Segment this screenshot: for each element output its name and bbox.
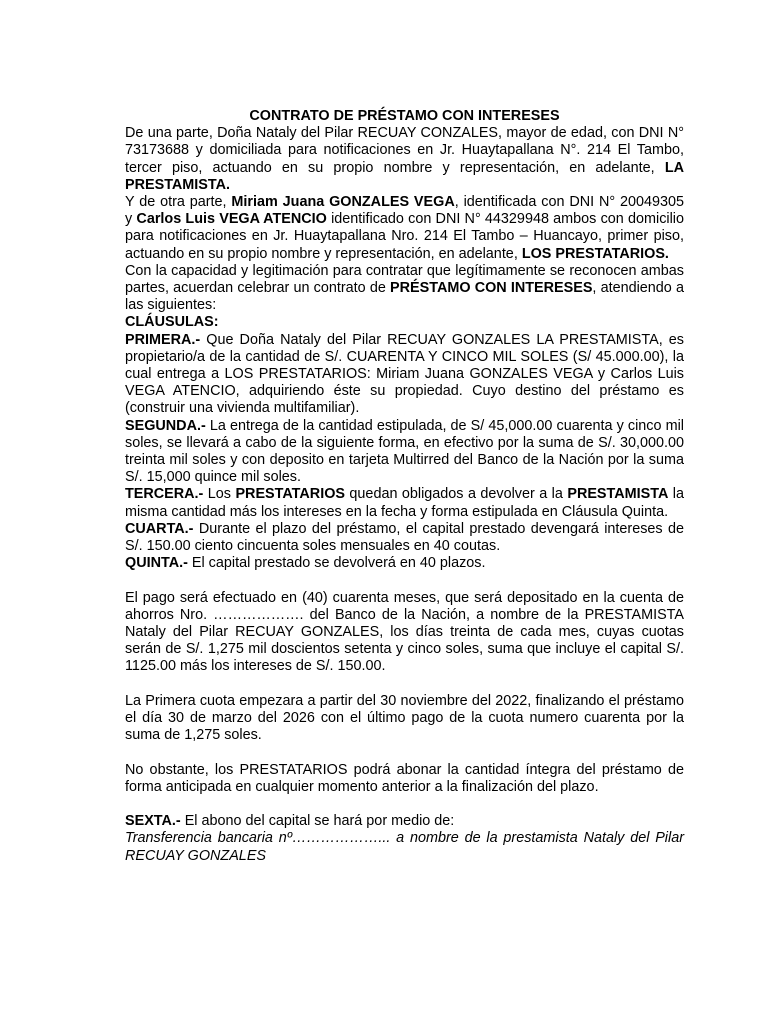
clausulas-heading (125, 314, 684, 331)
agreement-text-1: Con la capacidad y legitimación para contratar que legítimamente se reconocen ambas partes, acuerdan celebrar un contrato de (125, 262, 684, 297)
clause-cuarta-text: Durante el plazo del préstamo, el capital prestado devengará intereses de S/. 150.00 ciento cincuenta soles mensuales en 40 coutas. (125, 520, 684, 555)
contract-document (125, 108, 684, 865)
lender-label: LA PRESTAMISTA. (125, 159, 684, 193)
clause-sexta-text: El abono del capital se hará por medio de: (180, 813, 455, 830)
clausulas-heading-text: CLÁUSULAS: (125, 314, 219, 331)
clause-quinta-text: El capital prestado se devolverá en 40 plazos. (187, 555, 486, 572)
clause-tercera-text-1: Los (203, 486, 236, 503)
clause-primera-label: PRIMERA.- (125, 331, 201, 348)
clause-tercera-text-3: la misma cantidad más los intereses en la fecha y forma estipulada en Cláusula Quinta. (125, 486, 685, 520)
spacer (125, 744, 684, 761)
clause-primera-text: Que Doña Nataly del Pilar RECUAY GONZALES LA PRESTAMISTA, es propietario/a de la cantidad de S/. CUARENTA Y CINCO MIL SOLES (S/ 45.000.00), la cual entrega a LOS PRESTATARIOS: Miriam Juana GONZALES VEGA y Carlos Luis VEGA ATENCIO, adquiriendo éste su propiedad. Cuyo destino del préstamo es (construir una vivienda multifamiliar). (125, 331, 684, 417)
clause-quinta (125, 555, 684, 572)
borrower-name-1: Miriam Juana GONZALES VEGA (231, 194, 455, 211)
clause-tercera-label: TERCERA.- (125, 486, 204, 503)
contract-title: CONTRATO DE PRÉSTAMO CON INTERESES (249, 108, 560, 124)
clause-segunda-text: La entrega de la cantidad estipulada, de S/ 45,000.00 cuarenta y cinco mil soles, se llevará a cabo de la siguiente forma, en efectivo por la suma de S/. 30,000.00 treinta mil soles y con deposito en tarjeta Multirred del Banco de la Nación por la suma S/. 15,000 quince mil soles. (125, 417, 684, 486)
clause-segunda (125, 418, 684, 487)
lender-text: De una parte, Doña Nataly del Pilar RECUAY CONZALES, mayor de edad, con DNI N° 73173688 y domiciliada para notificaciones en Jr. Huaytapallana N°. 214 El Tambo, tercer piso, actuando en su propio nombre y representación, en adelante, (125, 125, 684, 176)
intro-lender-paragraph (125, 125, 684, 194)
clause-cuarta-label: CUARTA.- (125, 520, 194, 537)
borrower-name-2: Carlos Luis VEGA ATENCIO (136, 211, 327, 228)
clause-segunda-label: SEGUNDA.- (125, 417, 206, 434)
spacer (125, 572, 684, 589)
agreement-text-2: , atendiendo a las siguientes: (125, 280, 684, 314)
clause-cuarta (125, 521, 684, 555)
clause-tercera-text-2: quedan obligados a devolver a la (344, 486, 568, 503)
clause-tercera-bold-1: PRESTATARIOS (235, 486, 345, 503)
borrowers-text-2: , identificada con DNI N° 20049305 y (125, 194, 685, 228)
spacer (125, 676, 684, 693)
agreement-paragraph (125, 263, 684, 315)
clause-quinta-label: QUINTA.- (125, 555, 188, 572)
borrowers-text-3: identificado con DNI N° 44329948 ambos con domicilio para notificaciones en Jr. Huaytapallana Nro. 214 El Tambo – Huancayo, primer piso, actuando en su propio nombre y representación, en adelante, (125, 211, 684, 262)
intro-borrowers-paragraph (125, 194, 684, 263)
clause-sexta (125, 813, 684, 830)
first-installment-paragraph: La Primera cuota empezara a partir del 30 noviembre del 2022, finalizando el préstamo el día 30 de marzo del 2026 con el último pago de la cuota numero cuarenta por la suma de 1,275 soles. (125, 692, 684, 744)
early-payment-paragraph: No obstante, los PRESTATARIOS podrá abonar la cantidad íntegra del préstamo de forma anticipada en cualquier momento anterior a la finalización del plazo. (125, 761, 684, 795)
clause-tercera (125, 486, 684, 520)
agreement-contract-type: PRÉSTAMO CON INTERESES (390, 280, 593, 297)
bank-transfer-line (125, 830, 684, 864)
spacer (125, 796, 684, 813)
borrowers-label: LOS PRESTATARIOS. (521, 245, 669, 262)
bank-transfer-text: Transferencia bancaria nº………………... a nombre de la prestamista Nataly del Pilar RECUAY GONZALES (125, 830, 684, 864)
payment-paragraph: El pago será efectuado en (40) cuarenta meses, que será depositado en la cuenta de ahorros Nro. ………………. del Banco de la Nación, a nombre de la PRESTAMISTA Nataly del Pilar RECUAY GONZALES, los días treinta de cada mes, cuyas cuotas serán de S/. 1,275 mil doscientos setenta y cinco soles, suma que incluye el capital S/. 1125.00 más los intereses de S/. 150.00. (125, 589, 684, 675)
clause-primera (125, 332, 684, 418)
clause-tercera-bold-2: PRESTAMISTA (567, 486, 669, 503)
clause-sexta-label: SEXTA.- (125, 813, 181, 830)
borrowers-text-1: Y de otra parte, (125, 194, 232, 211)
